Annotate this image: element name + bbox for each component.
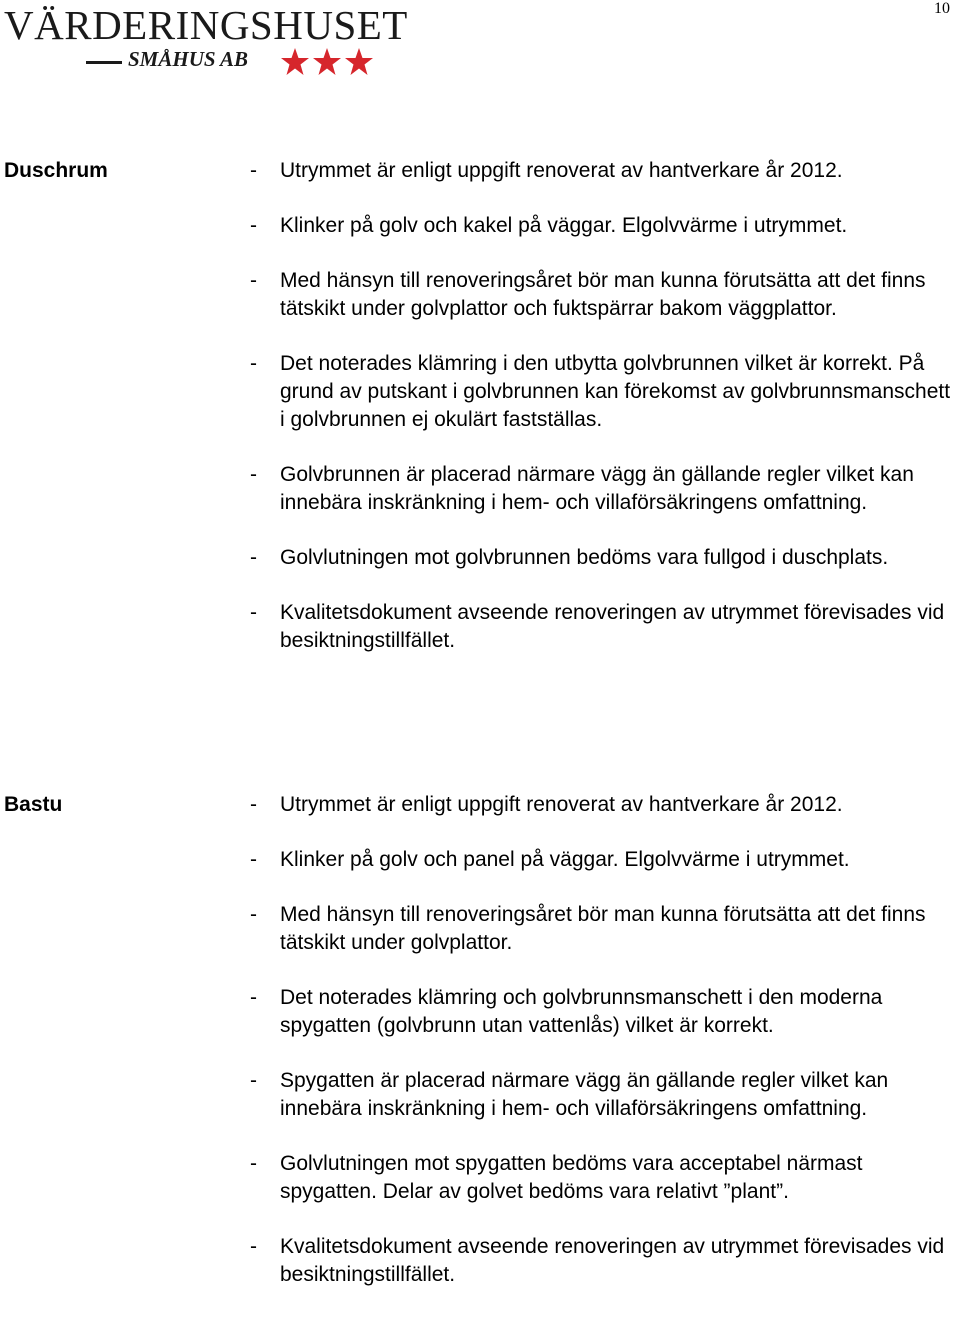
company-logo (4, 2, 408, 80)
logo-subtitle: SMÅHUS AB (128, 47, 249, 71)
page-number: 10 (934, 0, 950, 17)
list-item: - Klinker på golv och kakel på väggar. Elgolvvärme i utrymmet. (250, 214, 848, 237)
item-list (250, 157, 955, 682)
list-item: - Kvalitetsdokument avseende renoveringen av utrymmet förevisades vid besiktningstillfället. (250, 1235, 945, 1286)
list-item: - Golvlutningen mot golvbrunnen bedöms vara fullgod i duschplats. (250, 546, 889, 569)
list-item: - Utrymmet är enligt uppgift renoverat av hantverkare år 2012. (250, 159, 843, 182)
section-title: Bastu (4, 793, 63, 816)
list-item: - Med hänsyn till renoveringsåret bör man kunna förutsätta att det finns tätskikt under golvplattor. (250, 903, 926, 954)
list-item: - Utrymmet är enligt uppgift renoverat av hantverkare år 2012. (250, 793, 843, 816)
list-item: - Kvalitetsdokument avseende renoveringen av utrymmet förevisades vid besiktningstillfället. (250, 601, 945, 652)
item-list (250, 791, 955, 1316)
logo-stars-icon (280, 46, 375, 80)
list-item: - Golvbrunnen är placerad närmare vägg än gällande regler vilket kan innebära inskränkning i hem- och villaförsäkringens omfattning. (250, 463, 914, 514)
logo-rule (86, 61, 122, 64)
list-item: - Klinker på golv och panel på väggar. Elgolvvärme i utrymmet. (250, 848, 850, 871)
list-item: - Med hänsyn till renoveringsåret bör man kunna förutsätta att det finns tätskikt under golvplattor och fuktspärrar bakom väggplattor. (250, 269, 926, 320)
section-title: Duschrum (4, 159, 108, 182)
list-item: - Det noterades klämring och golvbrunnsmanschett i den moderna spygatten (golvbrunn utan vattenlås) vilket är korrekt. (250, 986, 883, 1037)
list-item: - Spygatten är placerad närmare vägg än gällande regler vilket kan innebära inskränkning i hem- och villaförsäkringens omfattning. (250, 1069, 889, 1120)
list-item: - Det noterades klämring i den utbytta golvbrunnen vilket är korrekt. På grund av putskant i golvbrunnen kan förekomst av golvbrunnsmanschett i golvbrunnen ej okulärt fastställas. (250, 352, 951, 431)
list-item: - Golvlutningen mot spygatten bedöms vara acceptabel närmast spygatten. Delar av golvet bedöms vara relativt ”plant”. (250, 1152, 863, 1203)
logo-wordmark: VÄRDERINGSHUSET (4, 2, 408, 48)
